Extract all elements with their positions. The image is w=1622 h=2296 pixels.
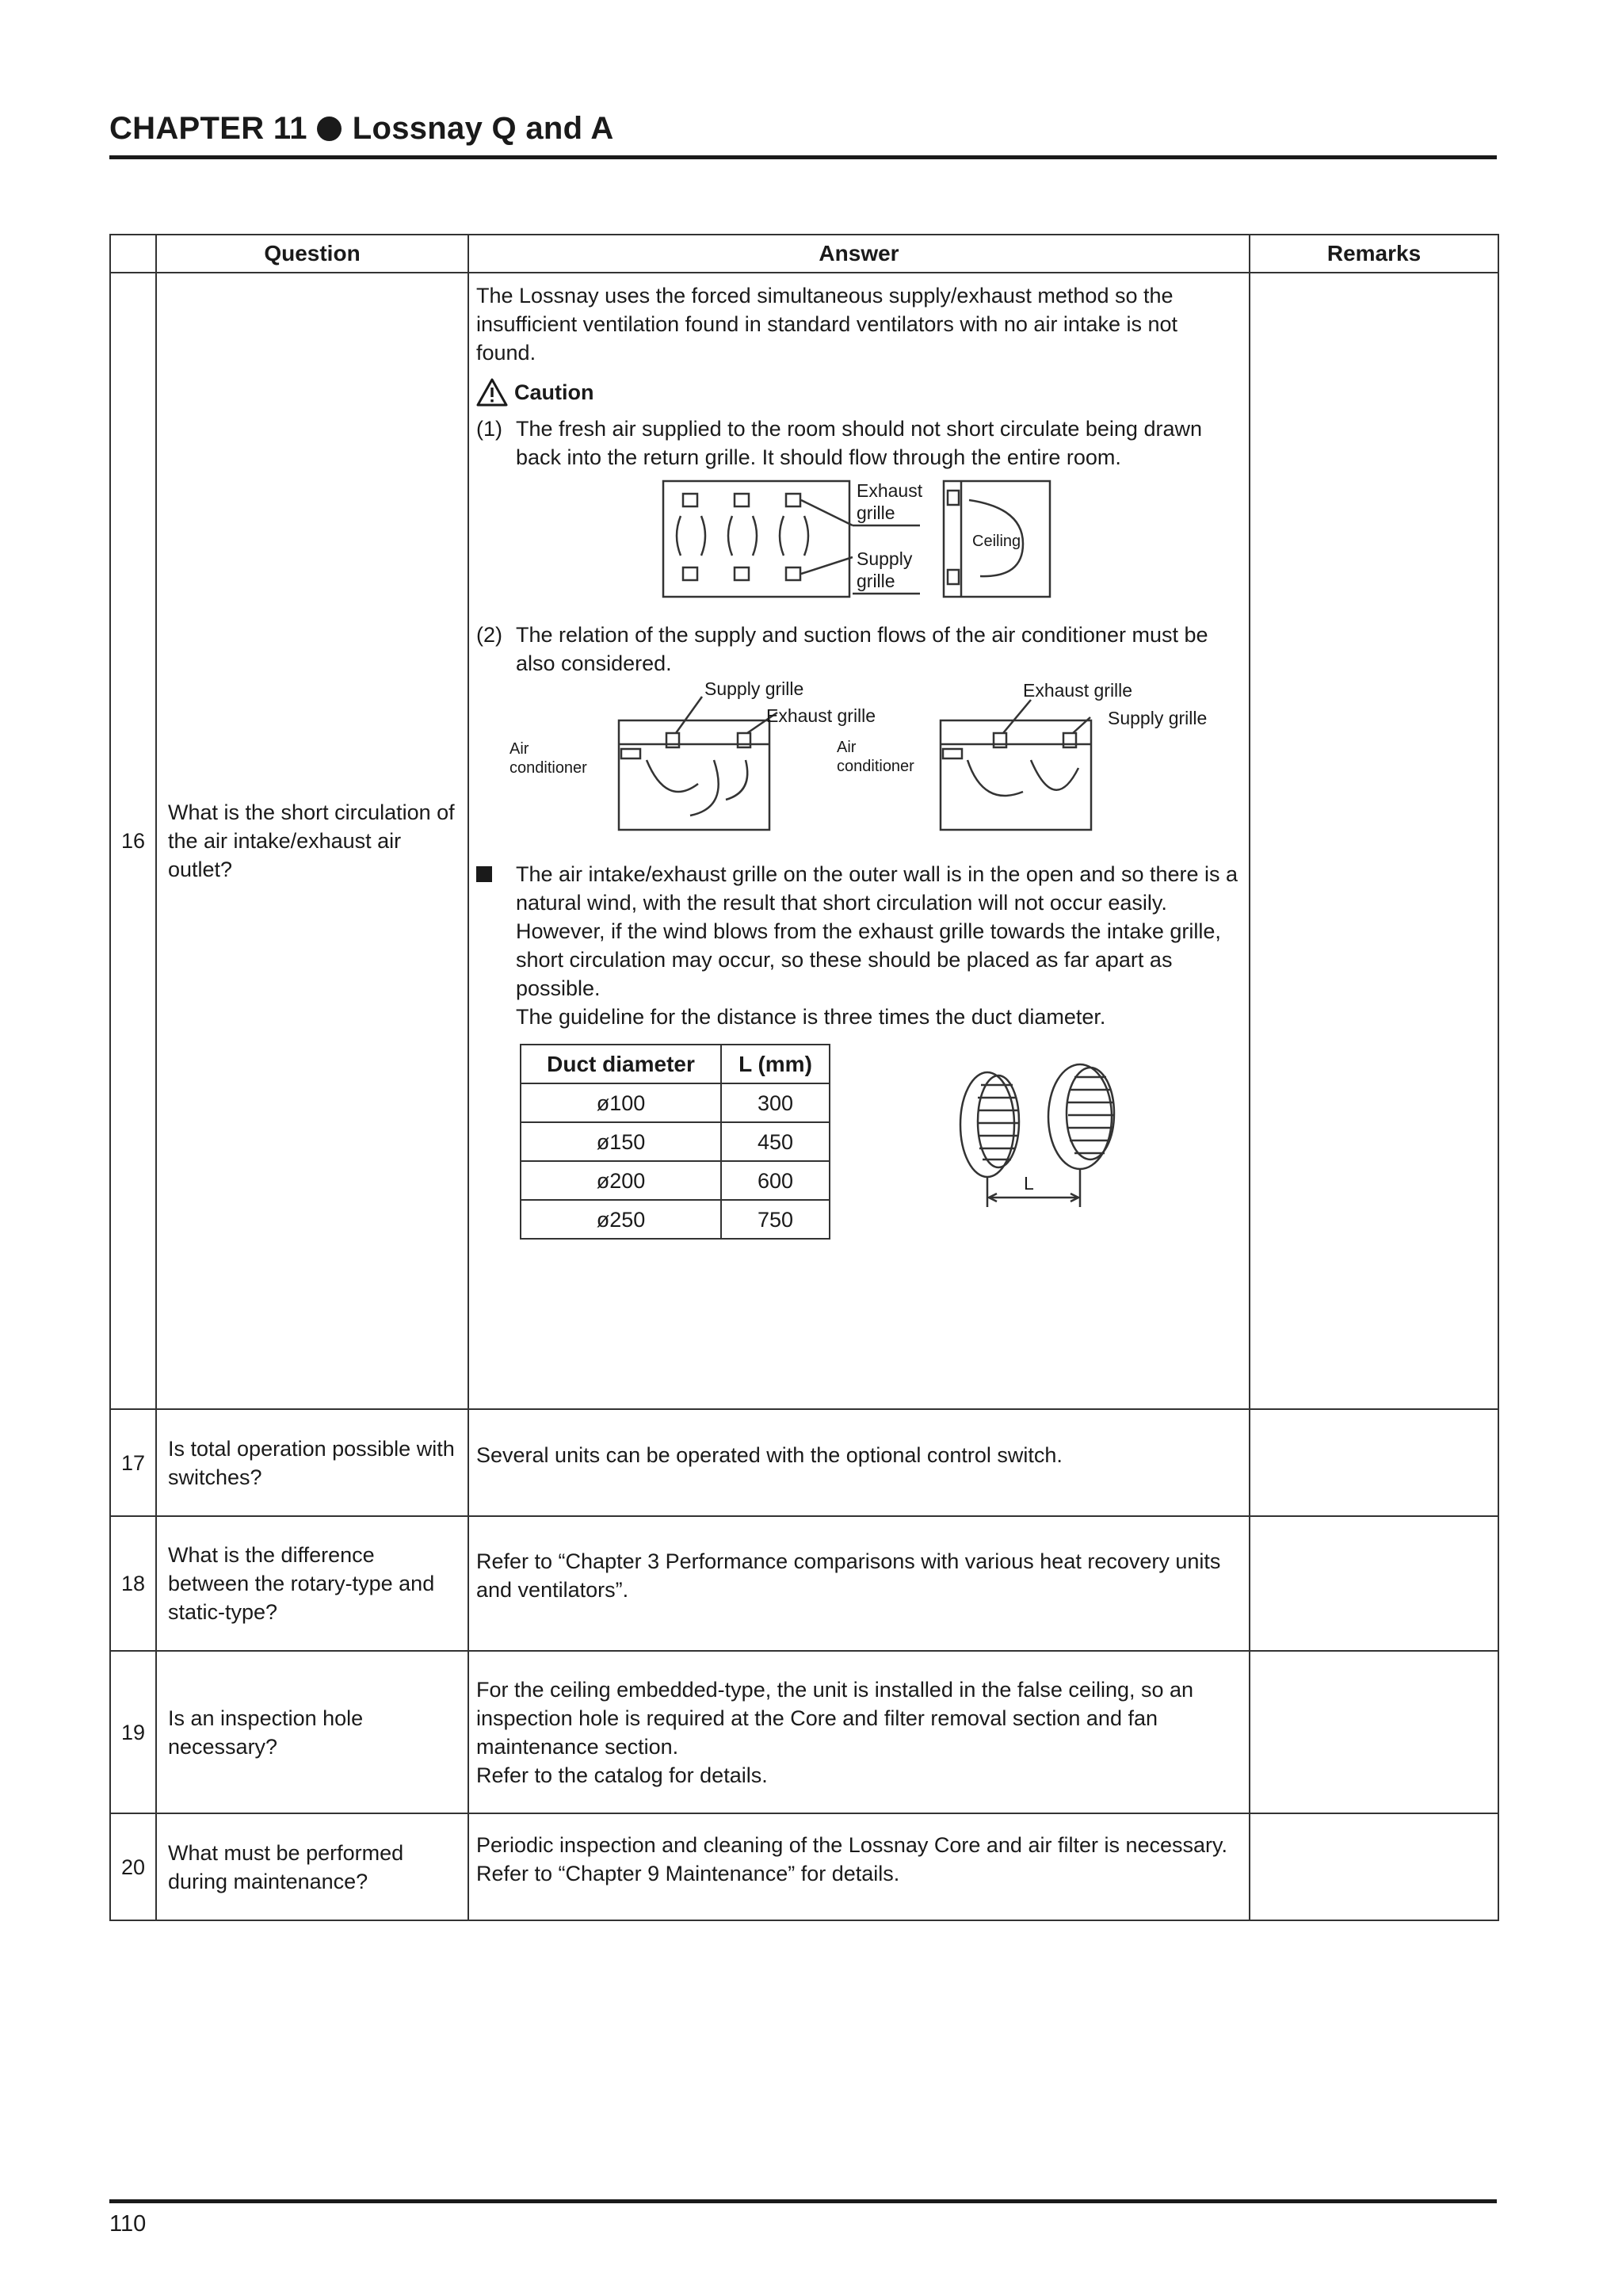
fig2-left-ac-2: conditioner (509, 759, 587, 777)
table-row (110, 1651, 1498, 1813)
footer-rule (109, 2199, 1497, 2203)
note-item (476, 860, 1241, 1031)
chapter-title (109, 111, 614, 147)
header-remarks: Remarks (1250, 235, 1498, 273)
duct-row (521, 1122, 830, 1161)
duct-length: 450 (721, 1122, 830, 1161)
bullet-icon (317, 117, 342, 141)
table-row (110, 1409, 1498, 1516)
question-cell: Is total operation possible with switches? (156, 1409, 468, 1516)
remarks-cell (1250, 1516, 1498, 1651)
row-number: 18 (110, 1516, 156, 1651)
duct-table (520, 1044, 830, 1240)
remarks-cell (1250, 1651, 1498, 1813)
question-cell: What is the short circulation of the air intake/exhaust air outlet? (156, 273, 468, 1409)
fig2-left-exhaust: Exhaust grille (766, 705, 876, 726)
row-number: 17 (110, 1409, 156, 1516)
question-cell: Is an inspection hole necessary? (156, 1651, 468, 1813)
question-cell: What must be performed during maintenance? (156, 1813, 468, 1920)
duct-diameter: ø100 (521, 1083, 721, 1122)
fig2-right-exhaust: Exhaust grille (1023, 681, 1133, 701)
table-row (110, 1813, 1498, 1920)
duct-header-length: L (mm) (721, 1045, 830, 1083)
answer-cell: Several units can be operated with the optional control switch. (468, 1409, 1250, 1516)
chapter-heading: Lossnay Q and A (352, 111, 614, 146)
answer-cell: Refer to “Chapter 3 Performance comparisons with various heat recovery units and ventilators”. (468, 1516, 1250, 1651)
question-cell: What is the difference between the rotary-type and static-type? (156, 1516, 468, 1651)
fig2-left-ac: Air (509, 740, 529, 758)
remarks-cell (1250, 1813, 1498, 1920)
remarks-cell (1250, 273, 1498, 1409)
fig1-exhaust: Exhaust (857, 480, 923, 501)
table-row (110, 1516, 1498, 1651)
header-row (110, 235, 1498, 273)
answer-intro: The Lossnay uses the forced simultaneous supply/exhaust method so the insufficient ventilation found in standard ventilators with no air intake is not found. (476, 284, 1178, 365)
answer-cell (468, 1651, 1250, 1813)
caution-item-1 (476, 415, 1241, 472)
square-bullet-icon (476, 866, 492, 882)
fig2-right-supply: Supply grille (1108, 708, 1208, 728)
row-number: 20 (110, 1813, 156, 1920)
figure-ceiling-grilles (476, 476, 1078, 603)
page-number: 110 (109, 2211, 147, 2237)
duct-diameter: ø150 (521, 1122, 721, 1161)
fig3-distance-label: L (1024, 1173, 1034, 1194)
fig2-right-ac: Air (837, 739, 857, 756)
fig2-right-ac-2: conditioner (837, 758, 914, 775)
duct-row (521, 1161, 830, 1200)
warning-icon (476, 378, 508, 407)
title-rule (109, 155, 1497, 159)
duct-row (521, 1083, 830, 1122)
note-guideline: The guideline for the distance is three times the duct diameter. (516, 1005, 1106, 1029)
duct-diameter: ø200 (521, 1161, 721, 1200)
duct-length: 750 (721, 1200, 830, 1239)
duct-length: 300 (721, 1083, 830, 1122)
figure-wall-grilles (925, 1061, 1163, 1220)
answer-text: For the ceiling embedded-type, the unit is installed in the false ceiling, so an inspection hole is required at the Core and filter removal section and fan maintenance section. (476, 1677, 1194, 1759)
duct-header-diameter: Duct diameter (521, 1045, 721, 1083)
row-number: 19 (110, 1651, 156, 1813)
duct-section (520, 1044, 1241, 1240)
qa-table (109, 234, 1499, 1921)
remarks-cell (1250, 1409, 1498, 1516)
caution-label: Caution (514, 380, 594, 404)
header-num (110, 235, 156, 273)
answer-cell (468, 273, 1250, 1409)
note-text: The air intake/exhaust grille on the outer wall is in the open and so there is a natural wind, with the result that short circulation will not occur easily. However, if the wind blows from the exhaust grille towards the intake grille, short circulation may occur, so these should be placed as far apart as possible. (516, 862, 1238, 1000)
item-marker: (1) (476, 417, 502, 441)
fig1-exhaust-grille: grille (857, 502, 895, 523)
figure-air-conditioner (476, 681, 1237, 839)
answer-text-2: Refer to the catalog for details. (476, 1763, 768, 1787)
duct-header-row (521, 1045, 830, 1083)
item-marker: (2) (476, 623, 502, 647)
row-number: 16 (110, 273, 156, 1409)
fig2-left-supply: Supply grille (704, 681, 804, 699)
table-row (110, 273, 1498, 1409)
caution-heading (476, 378, 1241, 407)
item-text: The fresh air supplied to the room should not short circulate being drawn back into the return grille. It should flow through the entire room. (516, 417, 1202, 469)
chapter-number: CHAPTER 11 (109, 111, 307, 146)
item-text: The relation of the supply and suction flows of the air conditioner must be also considered. (516, 623, 1208, 675)
fig1-ceiling: Ceiling (972, 533, 1021, 550)
fig1-supply-grille: grille (857, 571, 895, 591)
caution-item-2 (476, 621, 1241, 678)
duct-diameter: ø250 (521, 1200, 721, 1239)
duct-length: 600 (721, 1161, 830, 1200)
fig1-supply: Supply (857, 548, 913, 569)
duct-row (521, 1200, 830, 1239)
header-question: Question (156, 235, 468, 273)
answer-cell: Periodic inspection and cleaning of the Lossnay Core and air filter is necessary. Refer to “Chapter 9 Maintenance” for details. (468, 1813, 1250, 1920)
header-answer: Answer (468, 235, 1250, 273)
